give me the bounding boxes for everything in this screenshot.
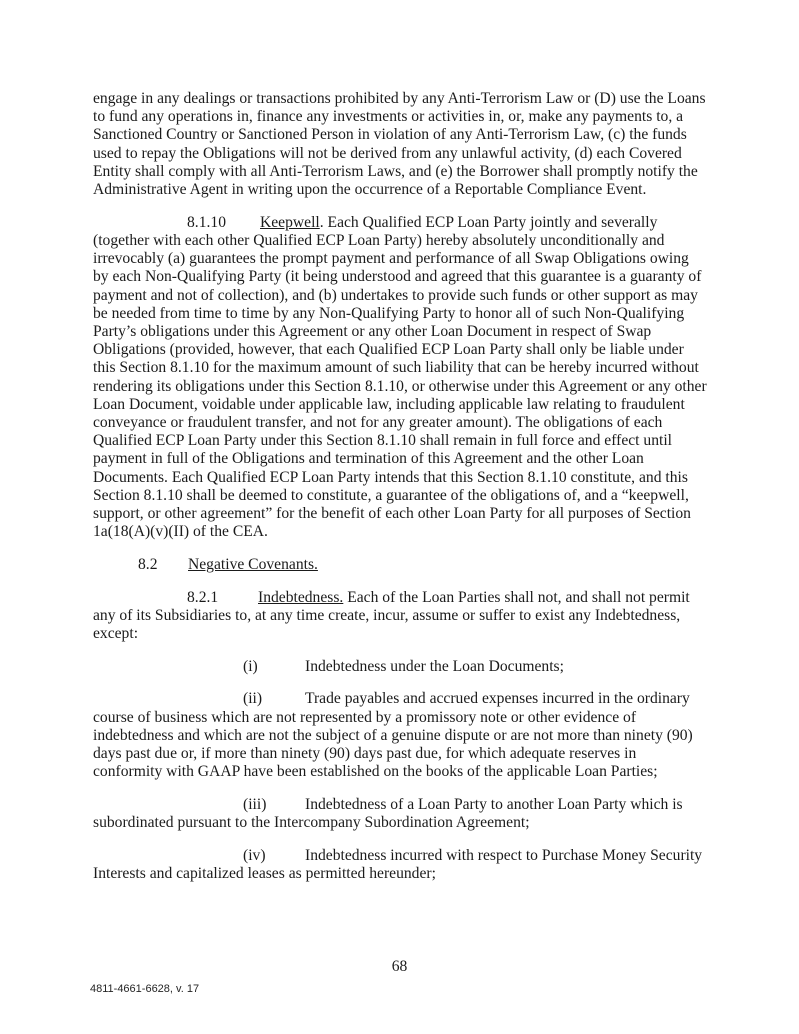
- section-8-2-heading: [93, 556, 708, 574]
- section-8-2-1-paragraph: [93, 589, 708, 644]
- item-text: Indebtedness of a Loan Party to another Loan Party which is subordinated pursuant to the Intercompany Subordination Agreement;: [93, 795, 683, 832]
- section-number: 8.2.1: [187, 588, 219, 606]
- continuation-paragraph: [93, 90, 708, 199]
- list-item-ii: [93, 690, 708, 781]
- list-item-i: [93, 658, 708, 676]
- list-item-iii: [93, 796, 708, 832]
- paragraph-text: engage in any dealings or transactions prohibited by any Anti-Terrorism Law or (D) use the Loans to fund any operations in, finance any investments or activities in, or, make any payments to, a Sanctioned Country or Sanctioned Person in violation of any Anti-Terrorism Law, (c) the funds used to repay the Obligations will not be derived from any unlawful activity, (d) each Covered Entity shall comply with all Anti-Terrorism Laws, and (e) the Borrower shall promptly notify the Administrative Agent in writing upon the occurrence of a Reportable Compliance Event.: [93, 90, 706, 199]
- section-8-1-10-paragraph: [93, 214, 708, 542]
- section-title: Indebtedness.: [258, 588, 344, 606]
- document-body: [93, 90, 708, 883]
- section-number: 8.1.10: [187, 213, 226, 231]
- paragraph-text: Each of the Loan Parties shall not, and shall not permit any of its Subsidiaries to, at any time create, incur, assume or suffer to exist any Indebtedness, except:: [93, 588, 690, 642]
- document-id-footer: 4811-4661-6628, v. 17: [90, 983, 200, 995]
- item-number: (ii): [243, 690, 263, 708]
- section-title: Keepwell: [260, 213, 320, 231]
- paragraph-text: . Each Qualified ECP Loan Party jointly and severally (together with each other Qualified ECP Loan Party) hereby absolutely unconditionally and irrevocably (a) guarantees the prompt payment and performance of all Swap Obligations owing by each Non-Qualifying Party (it being understood and agreed that this guarantee is a guaranty of payment and not of collection), and (b) undertakes to provide such funds or other support as may be needed from time to time by any Non-Qualifying Party to honor all of such Non-Qualifying Party’s obligations under this Agreement or any other Loan Document in respect of Swap Obligations (provided, however, that each Qualified ECP Loan Party shall only be liable under this Section 8.1.10 for the maximum amount of such liability that can be hereby incurred without rendering its obligations under this Section 8.1.10, or otherwise under this Agreement or any other Loan Document, voidable under applicable law, including applicable law relating to fraudulent conveyance or fraudulent transfer, and not for any greater amount). The obligations of each Qualified ECP Loan Party under this Section 8.1.10 shall remain in full force and effect until payment in full of the Obligations and termination of this Agreement and the other Loan Documents. Each Qualified ECP Loan Party intends that this Section 8.1.10 constitute, and this Section 8.1.10 shall be deemed to constitute, a guarantee of the obligations of, and a “keepwell, support, or other agreement” for the benefit of each other Loan Party for all purposes of Section 1a(18(A)(v)(II) of the CEA.: [93, 213, 707, 541]
- item-number: (i): [243, 657, 258, 675]
- item-text: Indebtedness incurred with respect to Purchase Money Security Interests and capitalized leases as permitted hereunder;: [93, 846, 703, 883]
- page-number: 68: [391, 958, 408, 975]
- item-text: Indebtedness under the Loan Documents;: [305, 657, 564, 675]
- item-number: (iv): [243, 846, 266, 864]
- section-number: 8.2: [138, 555, 158, 573]
- section-title: Negative Covenants.: [188, 555, 318, 573]
- list-item-iv: [93, 847, 708, 883]
- item-text: Trade payables and accrued expenses incurred in the ordinary course of business which are not represented by a promissory note or other evidence of indebtedness and which are not the subject of a genuine dispute or are not more than ninety (90) days past due or, if more than ninety (90) days past due, for which adequate reserves in conformity with GAAP have been established on the books of the applicable Loan Parties;: [93, 690, 693, 781]
- item-number: (iii): [243, 795, 267, 813]
